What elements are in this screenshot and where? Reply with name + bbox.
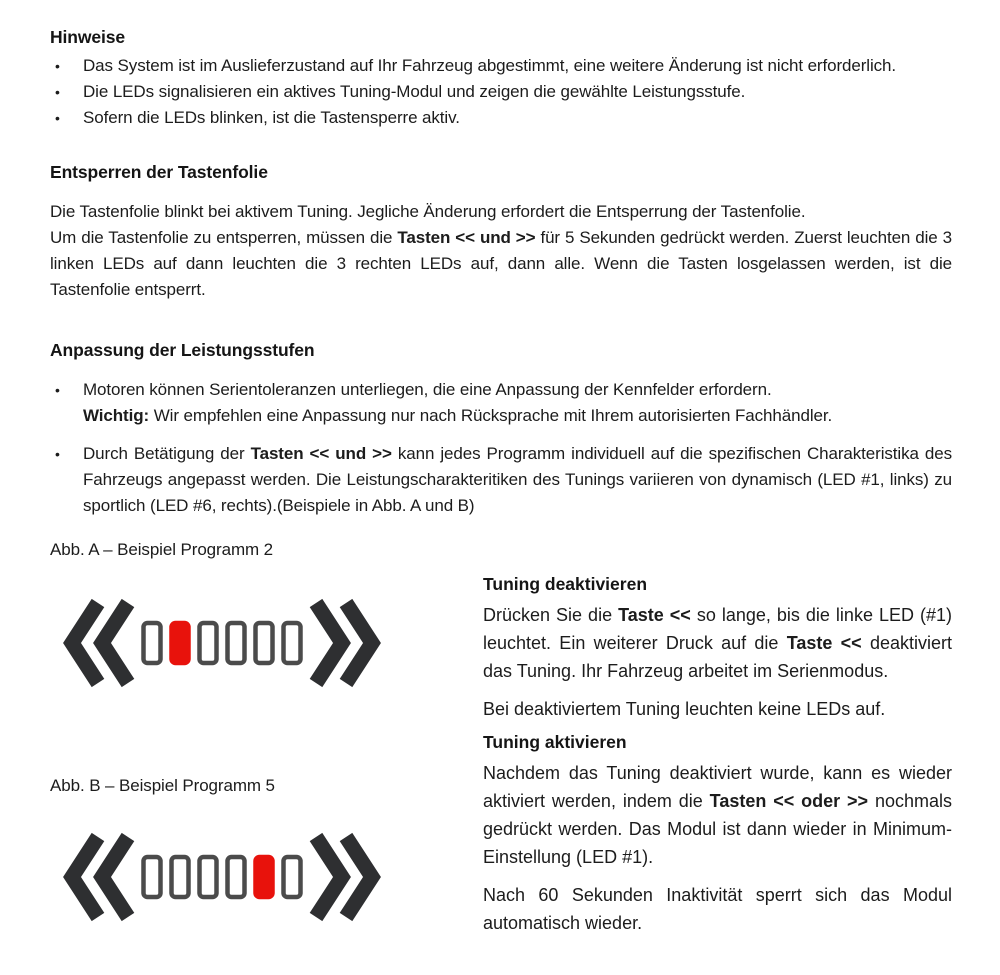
text-run: für 5 Sekunden gedrückt werden. Zuerst leuchten die 3 linken LEDs auf dann leuchten die 3 rechten LEDs auf, dann alle. Wenn die Tasten losgelassen werden, ist die Tastenfolie entsperrt. xyxy=(50,228,953,299)
text-run: kann jedes Programm individuell auf die spezifischen Charakteristika des Fahrzeugs angepasst werden. Die Leistungscharakteritiken des Tunings variieren von dynamisch (LED #1, links) zu sportlich (LED #6, rechts).(Beispiele in Abb. A und B) xyxy=(83,444,953,515)
led-box xyxy=(256,623,273,663)
bold-text-run: Taste << xyxy=(618,605,691,625)
section-title-entsperren: Entsperren der Tastenfolie xyxy=(50,162,268,182)
hinweise-bullet-list xyxy=(50,53,952,131)
text-run: Drücken Sie die xyxy=(483,605,619,625)
led-panel-graphic xyxy=(62,831,382,923)
led-box xyxy=(172,857,189,897)
led-figure-a xyxy=(62,597,382,689)
led-box-active xyxy=(172,623,189,663)
double-chevron-left-icon xyxy=(102,603,128,683)
led-box xyxy=(284,623,301,663)
paragraph xyxy=(50,225,952,303)
double-chevron-left-icon xyxy=(102,837,128,917)
bold-text-run: Wichtig: xyxy=(83,406,150,425)
text-run: deaktiviert das Tuning. Ihr Fahrzeug arbeitet im Serienmodus. xyxy=(483,633,952,681)
text-run: so lange, bis die linke LED (#1) leuchtet. Ein weiterer Druck auf die xyxy=(483,605,952,653)
paragraph xyxy=(483,759,952,871)
bullet-icon: • xyxy=(55,84,60,100)
anpassung-bullet-list xyxy=(50,377,952,519)
bullet-icon: • xyxy=(55,110,60,126)
list-item xyxy=(50,377,952,429)
bullet-icon: • xyxy=(55,382,60,398)
double-chevron-right-icon xyxy=(316,837,342,917)
bullet-text xyxy=(83,441,952,519)
text-run: Um die Tastenfolie zu entsperren, müssen die xyxy=(50,228,398,247)
paragraph: Die Tastenfolie blinkt bei aktivem Tuning. Jegliche Änderung erfordert die Entsperrung der Tastenfolie. xyxy=(50,202,806,221)
bullet-text: Das System ist im Auslieferzustand auf Ihr Fahrzeug abgestimmt, eine weitere Änderung ist nicht erforderlich. xyxy=(83,56,897,75)
text-run: Nachdem das Tuning deaktiviert wurde, kann es wieder aktiviert werden, indem die xyxy=(483,763,952,811)
led-figure-b xyxy=(62,831,382,923)
led-box-active xyxy=(256,857,273,897)
paragraph: Bei deaktiviertem Tuning leuchten keine LEDs auf. xyxy=(483,699,886,719)
text-run: Wir empfehlen eine Anpassung nur nach Rücksprache mit Ihrem autorisierten Fachhändler. xyxy=(149,406,833,425)
text-run: nochmals gedrückt werden. Das Modul ist dann wieder in Minimum-Einstellung (LED #1). xyxy=(483,791,952,867)
led-box xyxy=(200,623,217,663)
paragraph: Nach 60 Sekunden Inaktivität sperrt sich das Modul automatisch wieder. xyxy=(483,885,952,933)
bullet-icon: • xyxy=(55,58,60,74)
led-box xyxy=(284,857,301,897)
list-item xyxy=(50,441,952,519)
double-chevron-right-icon xyxy=(316,603,342,683)
led-panel-graphic xyxy=(62,597,382,689)
bullet-text: Die LEDs signalisieren ein aktives Tuning-Modul und zeigen die gewählte Leistungsstufe. xyxy=(83,82,746,101)
text-run: Durch Betätigung der xyxy=(83,444,251,463)
bold-text-run: Tasten << und >> xyxy=(250,444,392,463)
figures-and-instructions xyxy=(50,527,952,937)
bold-text-run: Tasten << und >> xyxy=(397,228,536,247)
led-box xyxy=(144,857,161,897)
section-title-hinweise: Hinweise xyxy=(50,27,126,47)
led-box xyxy=(228,857,245,897)
bullet-text: Sofern die LEDs blinken, ist die Tastensperre aktiv. xyxy=(83,108,460,127)
section-title-anpassung: Anpassung der Leistungsstufen xyxy=(50,340,315,360)
section-title-tuning-deaktivieren: Tuning deaktivieren xyxy=(483,574,648,594)
bullet-icon: • xyxy=(55,446,60,462)
list-item xyxy=(50,53,952,79)
list-item xyxy=(50,79,952,105)
bold-text-run: Tasten << oder >> xyxy=(709,791,869,811)
figure-caption: Abb. A – Beispiel Programm 2 xyxy=(50,540,274,559)
bold-text-run: Taste << xyxy=(786,633,862,653)
bullet-text xyxy=(83,403,952,429)
instruction-column xyxy=(483,527,952,937)
led-box xyxy=(144,623,161,663)
figure-caption: Abb. B – Beispiel Programm 5 xyxy=(50,776,275,795)
figure-column xyxy=(50,527,483,937)
led-box xyxy=(228,623,245,663)
section-title-tuning-aktivieren: Tuning aktivieren xyxy=(483,732,627,752)
list-item xyxy=(50,105,952,131)
paragraph xyxy=(483,601,952,685)
bullet-text: Motoren können Serientoleranzen unterliegen, die eine Anpassung der Kennfelder erfordern. xyxy=(83,380,772,399)
led-box xyxy=(200,857,217,897)
